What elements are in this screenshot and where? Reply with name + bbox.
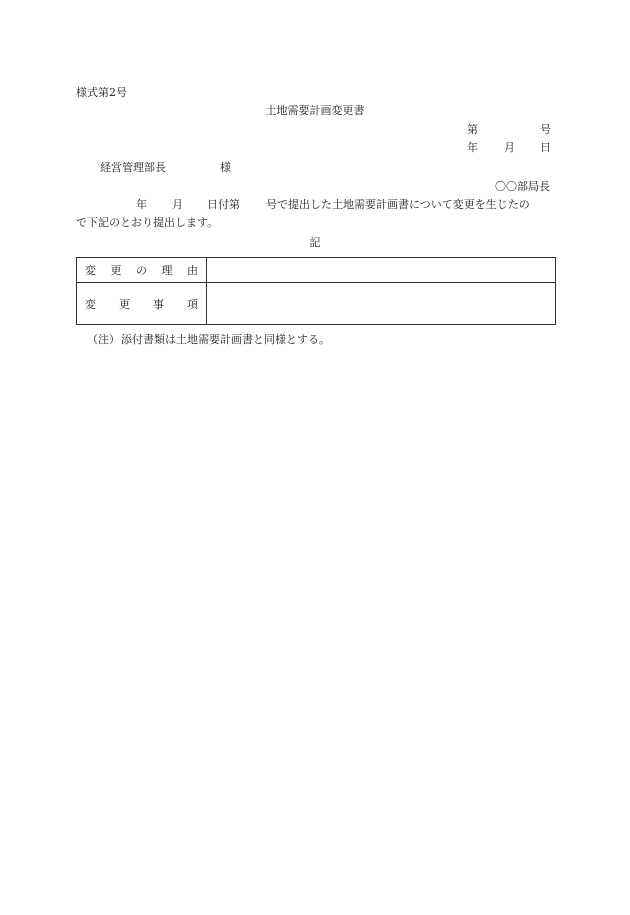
body-year: 年 bbox=[136, 198, 147, 211]
date-year: 年 bbox=[467, 141, 478, 154]
footnote bbox=[87, 333, 330, 347]
form-number: 様式第2号 bbox=[76, 86, 127, 99]
change-items-label bbox=[77, 283, 207, 325]
change-items-value[interactable] bbox=[207, 283, 556, 325]
label-char: 更 bbox=[110, 264, 122, 277]
change-reason-label bbox=[77, 258, 207, 283]
body-day-number: 日付第 bbox=[207, 198, 240, 211]
document-title: 土地需要計画変更書 bbox=[265, 104, 365, 117]
label-char: 事 bbox=[153, 297, 164, 311]
body-line-2: で下記のとおり提出します。 bbox=[76, 216, 219, 229]
label-char: 項 bbox=[187, 297, 198, 311]
label-char: 更 bbox=[119, 297, 130, 311]
body-text: 号で提出した土地需要計画書について変更を生じたの bbox=[266, 198, 530, 211]
label-char: 変 bbox=[85, 297, 96, 311]
body-month: 月 bbox=[172, 198, 183, 211]
change-reason-value[interactable] bbox=[207, 258, 556, 283]
ki-heading: 記 bbox=[309, 236, 321, 249]
footnote-prefix: （注） bbox=[87, 333, 120, 346]
label-char: の bbox=[136, 264, 147, 277]
addressee-name: 経営管理部長 bbox=[100, 161, 166, 174]
label-char: 由 bbox=[187, 264, 198, 277]
ref-number-suffix: 号 bbox=[540, 123, 551, 136]
label-char: 理 bbox=[161, 264, 173, 277]
change-table bbox=[76, 257, 556, 325]
table-row bbox=[77, 283, 556, 325]
addressee-honorific: 様 bbox=[220, 161, 231, 174]
ref-number-prefix: 第 bbox=[467, 123, 478, 136]
footnote-text: 添付書類は土地需要計画書と同様とする。 bbox=[121, 333, 330, 346]
addressee-line bbox=[100, 161, 231, 175]
date-day: 日 bbox=[540, 141, 551, 154]
date-month: 月 bbox=[504, 141, 515, 154]
sender: 〇〇部局長 bbox=[495, 180, 550, 193]
table-row bbox=[77, 258, 556, 283]
label-char: 変 bbox=[85, 264, 96, 277]
